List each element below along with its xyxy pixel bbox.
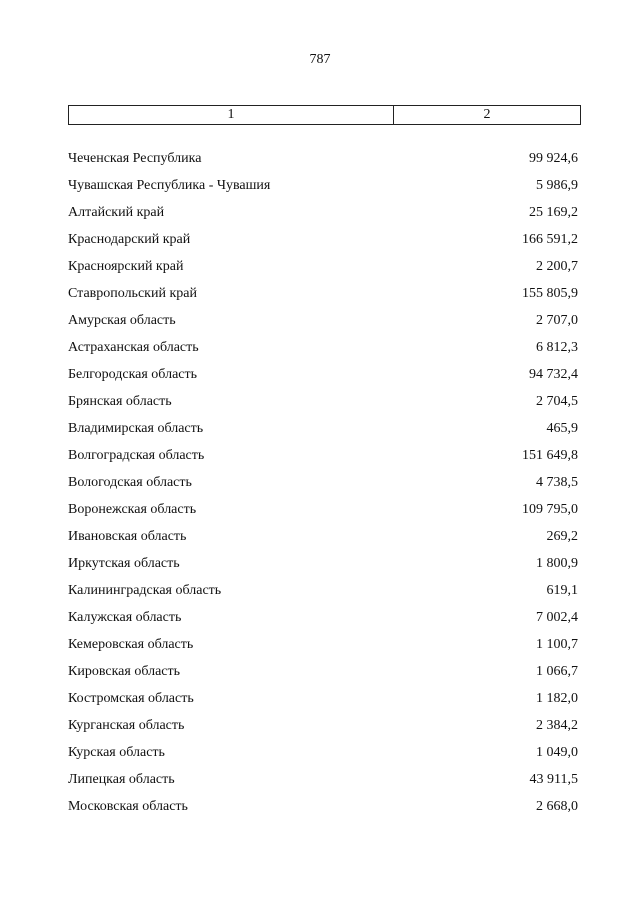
region-name: Владимирская область bbox=[68, 421, 204, 436]
region-value: 2 384,2 bbox=[536, 718, 578, 733]
table-row bbox=[68, 797, 578, 824]
region-value: 99 924,6 bbox=[529, 151, 578, 166]
region-name: Ставропольский край bbox=[68, 286, 197, 301]
table-row bbox=[68, 365, 578, 392]
region-value: 1 049,0 bbox=[536, 745, 578, 760]
region-value: 465,9 bbox=[546, 421, 578, 436]
table-row bbox=[68, 689, 578, 716]
region-name: Астраханская область bbox=[68, 340, 199, 355]
region-name: Ивановская область bbox=[68, 529, 187, 544]
region-value: 2 200,7 bbox=[536, 259, 578, 274]
region-value: 6 812,3 bbox=[536, 340, 578, 355]
table-row bbox=[68, 338, 578, 365]
region-value: 2 707,0 bbox=[536, 313, 578, 328]
region-value: 43 911,5 bbox=[529, 772, 578, 787]
table-row bbox=[68, 203, 578, 230]
table-row bbox=[68, 743, 578, 770]
region-name: Калужская область bbox=[68, 610, 182, 625]
region-value: 1 800,9 bbox=[536, 556, 578, 571]
region-value: 155 805,9 bbox=[522, 286, 578, 301]
region-name: Вологодская область bbox=[68, 475, 192, 490]
region-name: Амурская область bbox=[68, 313, 176, 328]
region-name: Липецкая область bbox=[68, 772, 175, 787]
table-row bbox=[68, 554, 578, 581]
table-row bbox=[68, 392, 578, 419]
data-table bbox=[68, 149, 578, 824]
table-row bbox=[68, 716, 578, 743]
region-name: Чувашская Республика - Чувашия bbox=[68, 178, 271, 193]
region-value: 2 704,5 bbox=[536, 394, 578, 409]
region-name: Белгородская область bbox=[68, 367, 198, 382]
region-name: Краснодарский край bbox=[68, 232, 191, 247]
column-header-row bbox=[68, 105, 581, 125]
region-name: Волгоградская область bbox=[68, 448, 205, 463]
region-value: 7 002,4 bbox=[536, 610, 578, 625]
column-header-2: 2 bbox=[483, 107, 491, 122]
table-row bbox=[68, 419, 578, 446]
region-name: Кемеровская область bbox=[68, 637, 194, 652]
region-name: Костромская область bbox=[68, 691, 194, 706]
region-name: Иркутская область bbox=[68, 556, 180, 571]
table-row bbox=[68, 473, 578, 500]
table-row bbox=[68, 284, 578, 311]
region-name: Кировская область bbox=[68, 664, 181, 679]
table-row bbox=[68, 500, 578, 527]
table-row bbox=[68, 176, 578, 203]
region-value: 4 738,5 bbox=[536, 475, 578, 490]
region-value: 94 732,4 bbox=[529, 367, 578, 382]
table-row bbox=[68, 662, 578, 689]
region-name: Калининградская область bbox=[68, 583, 222, 598]
region-value: 2 668,0 bbox=[536, 799, 578, 814]
table-row bbox=[68, 149, 578, 176]
region-value: 1 100,7 bbox=[536, 637, 578, 652]
region-name: Курская область bbox=[68, 745, 165, 760]
region-name: Московская область bbox=[68, 799, 188, 814]
column-header-1: 1 bbox=[69, 106, 394, 124]
region-name: Красноярский край bbox=[68, 259, 184, 274]
region-name: Брянская область bbox=[68, 394, 172, 409]
region-name: Воронежская область bbox=[68, 502, 197, 517]
region-value: 619,1 bbox=[546, 583, 578, 598]
table-row bbox=[68, 527, 578, 554]
region-value: 269,2 bbox=[546, 529, 578, 544]
region-value: 25 169,2 bbox=[529, 205, 578, 220]
table-row bbox=[68, 635, 578, 662]
table-row bbox=[68, 608, 578, 635]
table-row bbox=[68, 257, 578, 284]
page-number: 787 bbox=[309, 52, 331, 67]
table-row bbox=[68, 230, 578, 257]
region-name: Алтайский край bbox=[68, 205, 165, 220]
region-value: 151 649,8 bbox=[522, 448, 578, 463]
table-row bbox=[68, 311, 578, 338]
region-name: Курганская область bbox=[68, 718, 185, 733]
region-value: 5 986,9 bbox=[536, 178, 578, 193]
region-value: 1 066,7 bbox=[536, 664, 578, 679]
region-value: 109 795,0 bbox=[522, 502, 578, 517]
table-row bbox=[68, 446, 578, 473]
table-row bbox=[68, 770, 578, 797]
region-value: 1 182,0 bbox=[536, 691, 578, 706]
table-row bbox=[68, 581, 578, 608]
region-value: 166 591,2 bbox=[522, 232, 578, 247]
region-name: Чеченская Республика bbox=[68, 151, 202, 166]
